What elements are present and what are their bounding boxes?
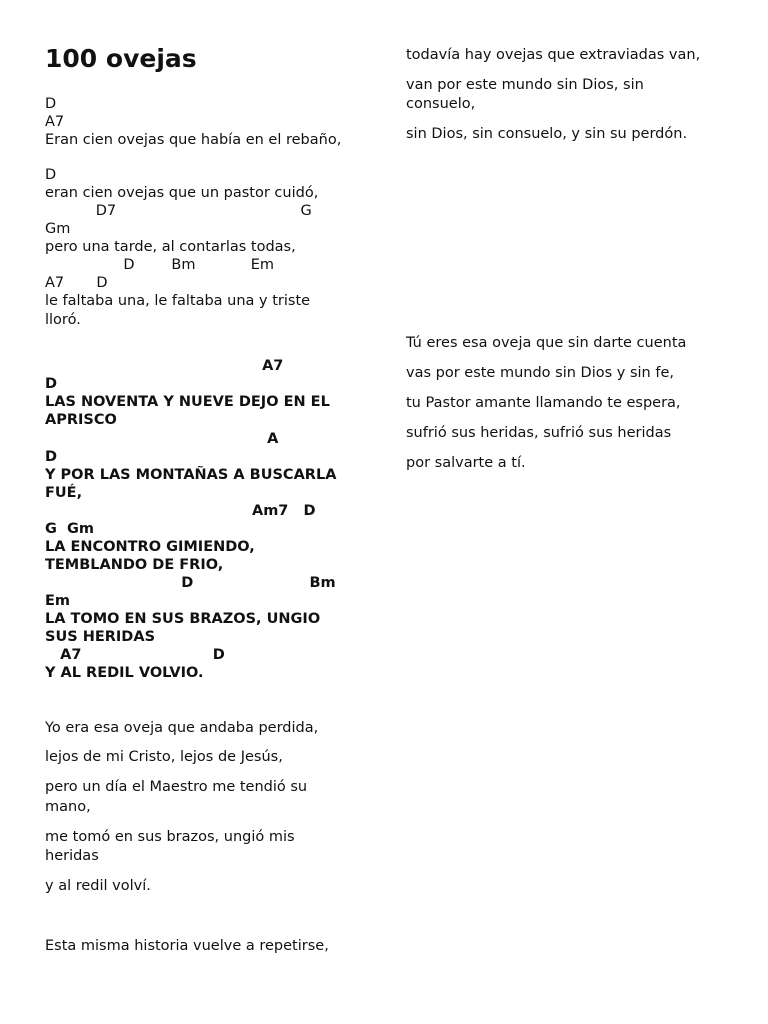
lyric-line: van por este mundo sin Dios, sin: [406, 77, 644, 93]
lyric-line: sufrió sus heridas, sufrió sus heridas: [406, 425, 672, 441]
lyric-line: le faltaba una, le faltaba una y triste: [45, 293, 311, 309]
chord-line: A: [45, 431, 279, 447]
chord-line: A7: [45, 358, 284, 374]
lyric-line: mano,: [45, 799, 91, 815]
lyric-line: heridas: [45, 848, 99, 864]
lyric-line: pero una tarde, al contarlas todas,: [45, 239, 296, 255]
lyric-line: Eran cien ovejas que había en el rebaño,: [45, 132, 342, 148]
lyric-line: FUÉ,: [45, 485, 83, 501]
chord-line: D: [45, 449, 58, 465]
lyric-line: Y AL REDIL VOLVIO.: [45, 665, 204, 681]
lyric-line: pero un día el Maestro me tendió su: [45, 779, 308, 795]
chord-line: Gm: [45, 221, 71, 237]
lyric-line: LA TOMO EN SUS BRAZOS, UNGIO: [45, 611, 321, 627]
chord-line: G Gm: [45, 521, 95, 537]
lyric-line: TEMBLANDO DE FRIO,: [45, 557, 224, 573]
chord-line: D: [45, 96, 57, 112]
lyric-line: Tú eres esa oveja que sin darte cuenta: [406, 335, 687, 351]
lyric-line: lejos de mi Cristo, lejos de Jesús,: [45, 749, 283, 765]
lyric-line: por salvarte a tí.: [406, 455, 526, 471]
lyric-line: y al redil volví.: [45, 878, 151, 894]
lyric-line: eran cien ovejas que un pastor cuidó,: [45, 185, 319, 201]
chord-line: D: [45, 376, 58, 392]
chord-line: D Bm: [45, 575, 336, 591]
lyric-line: me tomó en sus brazos, ungió mis: [45, 829, 295, 845]
chord-line: A7 D: [45, 275, 108, 291]
song-title: 100 ovejas: [45, 44, 197, 73]
chord-line: A7 D: [45, 647, 225, 663]
chord-line: Em: [45, 593, 71, 609]
lyric-line: LAS NOVENTA Y NUEVE DEJO EN EL: [45, 394, 330, 410]
lyric-line: sin Dios, sin consuelo, y sin su perdón.: [406, 126, 688, 142]
lyric-line: SUS HERIDAS: [45, 629, 156, 645]
chord-line: D Bm Em: [45, 257, 275, 273]
lyric-line: tu Pastor amante llamando te espera,: [406, 395, 681, 411]
lyric-line: lloró.: [45, 312, 81, 328]
lyric-line: APRISCO: [45, 412, 117, 428]
chord-line: D7 G: [45, 203, 312, 219]
chord-line: Am7 D: [45, 503, 316, 519]
lyric-line: Y POR LAS MONTAÑAS A BUSCARLA: [45, 467, 337, 483]
lyric-line: consuelo,: [406, 96, 476, 112]
chord-line: A7: [45, 114, 65, 130]
lyric-line: todavía hay ovejas que extraviadas van,: [406, 47, 701, 63]
chord-line: D: [45, 167, 57, 183]
lyric-line: Esta misma historia vuelve a repetirse,: [45, 938, 329, 954]
lyric-line: LA ENCONTRO GIMIENDO,: [45, 539, 255, 555]
lyric-line: vas por este mundo sin Dios y sin fe,: [406, 365, 674, 381]
lyric-line: Yo era esa oveja que andaba perdida,: [45, 720, 319, 736]
